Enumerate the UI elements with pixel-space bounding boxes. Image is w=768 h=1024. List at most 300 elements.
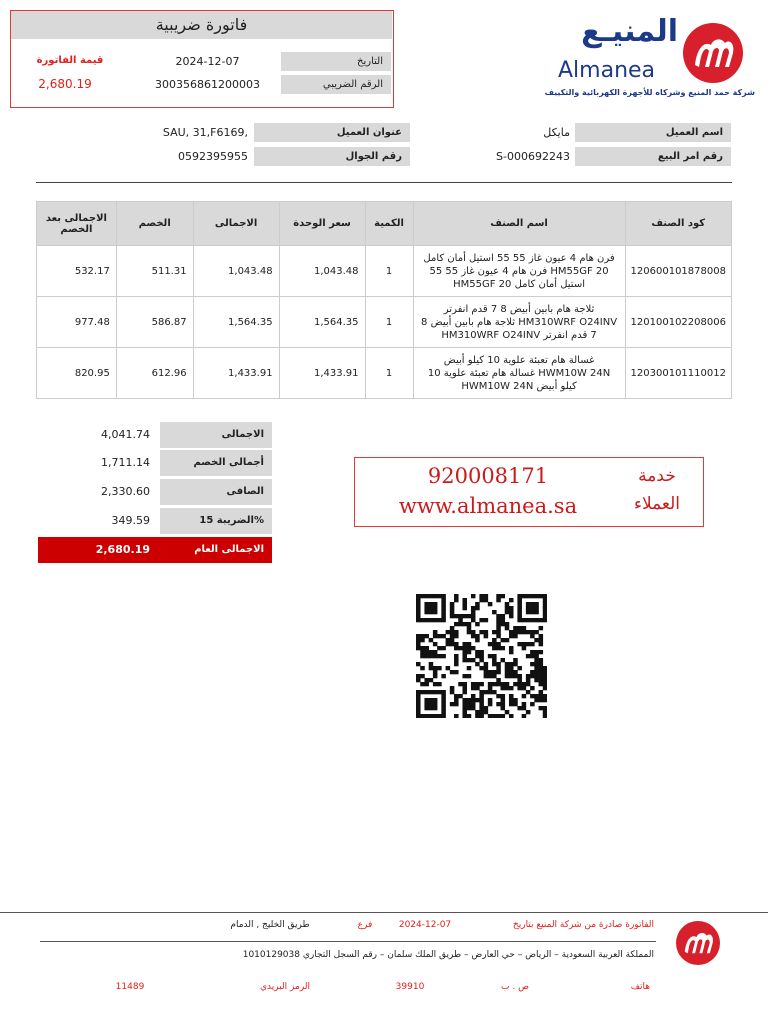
qr-module <box>454 634 459 638</box>
qr-module <box>454 642 459 646</box>
qr-module <box>534 606 539 610</box>
service-phone[interactable]: 920008171 <box>427 464 549 488</box>
qr-module <box>429 606 434 610</box>
qr-module <box>526 606 531 610</box>
qr-module <box>530 594 535 598</box>
qr-module <box>501 638 506 642</box>
customer-address-value: SAU, 31,F6169, <box>162 126 248 139</box>
qr-module <box>416 702 421 706</box>
qr-module <box>467 714 472 718</box>
qr-module <box>433 618 438 622</box>
qr-module <box>462 642 467 646</box>
qr-module <box>509 610 514 614</box>
qr-module <box>441 690 446 694</box>
header-total: الاجمالى <box>193 202 279 246</box>
qr-module <box>534 594 539 598</box>
qr-module <box>454 670 459 674</box>
qr-module <box>475 634 480 638</box>
qr-module <box>517 610 522 614</box>
footer-divider <box>0 912 768 913</box>
qr-module <box>462 602 467 606</box>
qr-module <box>488 690 493 694</box>
qr-module <box>450 626 455 630</box>
vat-label: الضريبة 15% <box>160 508 272 534</box>
qr-module <box>479 594 484 598</box>
qr-module <box>475 682 480 686</box>
qr-module <box>416 646 421 650</box>
qr-module <box>454 622 459 626</box>
qr-module <box>462 714 467 718</box>
qr-module <box>471 646 476 650</box>
qr-module <box>513 702 518 706</box>
qr-module <box>505 606 510 610</box>
qr-module <box>475 650 480 654</box>
qr-module <box>484 706 489 710</box>
qr-module <box>530 642 535 646</box>
qr-module <box>492 662 497 666</box>
cell-total: 1,433.91 <box>193 348 279 399</box>
qr-module <box>509 714 514 718</box>
qr-module <box>424 714 429 718</box>
qr-module <box>501 682 506 686</box>
cell-discount: 586.87 <box>116 297 193 348</box>
qr-module <box>513 630 518 634</box>
qr-module <box>484 710 489 714</box>
qr-module <box>501 658 506 662</box>
qr-module <box>471 634 476 638</box>
qr-module <box>462 710 467 714</box>
section-divider <box>36 182 732 183</box>
qr-module <box>479 598 484 602</box>
qr-module <box>539 674 544 678</box>
qr-module <box>433 674 438 678</box>
qr-module <box>416 674 421 678</box>
qr-module <box>454 594 459 598</box>
qr-module <box>471 606 476 610</box>
qr-module <box>433 670 438 674</box>
qr-module <box>496 694 501 698</box>
totals-row-total <box>38 422 272 448</box>
qr-module <box>420 594 425 598</box>
qr-module <box>517 674 522 678</box>
qr-module <box>437 634 442 638</box>
qr-module <box>420 618 425 622</box>
qr-module <box>420 674 425 678</box>
cell-net: 532.17 <box>37 246 117 297</box>
qr-module <box>526 674 531 678</box>
qr-module <box>454 662 459 666</box>
customer-address-label: عنوان العميل <box>254 123 410 142</box>
qr-module <box>530 694 535 698</box>
qr-module <box>462 706 467 710</box>
qr-module <box>539 642 544 646</box>
qr-module <box>496 642 501 646</box>
qr-module <box>433 698 438 702</box>
qr-module <box>501 614 506 618</box>
qr-module <box>509 650 514 654</box>
qr-module <box>416 642 421 646</box>
qr-module <box>462 606 467 610</box>
qr-module <box>505 666 510 670</box>
qr-module <box>441 706 446 710</box>
qr-module <box>441 594 446 598</box>
qr-module <box>467 626 472 630</box>
qr-module <box>513 634 518 638</box>
qr-module <box>454 654 459 658</box>
qr-module <box>501 694 506 698</box>
qr-module <box>484 618 489 622</box>
qr-module <box>534 638 539 642</box>
qr-module <box>543 710 547 714</box>
cell-unit-price: 1,564.35 <box>279 297 365 348</box>
qr-module <box>475 638 480 642</box>
qr-module <box>509 662 514 666</box>
qr-module <box>539 650 544 654</box>
qr-module <box>539 638 544 642</box>
logo-subtitle: شركة حمد المنيع وشركاه للأجهزة الكهربائية والتكييف <box>544 88 755 97</box>
qr-module <box>513 662 518 666</box>
qr-module <box>467 650 472 654</box>
qr-module <box>479 714 484 718</box>
qr-module <box>543 610 547 614</box>
qr-module <box>513 674 518 678</box>
qr-module <box>416 694 421 698</box>
qr-module <box>424 646 429 650</box>
qr-module <box>420 634 425 638</box>
qr-module <box>433 702 438 706</box>
qr-module <box>492 682 497 686</box>
qr-module <box>496 618 501 622</box>
footer-logo-icon <box>676 921 720 965</box>
invoice-amount-label: قيمة الفاتورة <box>36 55 104 66</box>
qr-module <box>467 706 472 710</box>
qr-module <box>522 682 527 686</box>
net-label: الصافى <box>160 479 272 505</box>
qr-module <box>416 706 421 710</box>
qr-module <box>471 630 476 634</box>
qr-module <box>488 682 493 686</box>
qr-module <box>441 618 446 622</box>
qr-module <box>429 666 434 670</box>
qr-module <box>467 702 472 706</box>
qr-module <box>539 618 544 622</box>
mobile-label: رقم الجوال <box>254 147 410 166</box>
qr-module <box>505 622 510 626</box>
qr-module <box>462 658 467 662</box>
qr-module <box>450 606 455 610</box>
qr-module <box>433 602 438 606</box>
qr-module <box>458 618 463 622</box>
qr-module <box>505 682 510 686</box>
qr-module <box>416 638 421 642</box>
qr-module <box>479 694 484 698</box>
invoice-title: فاتورة ضريبية <box>11 11 392 39</box>
qr-module <box>429 650 434 654</box>
qr-module <box>433 714 438 718</box>
cell-item-name: ثلاجة هام بابين أبيض 8 7 قدم انفرتر HM310WRF O24INV ثلاجة هام بابين أبيض 8 7 قدم انفرتر HM310WRF O24INV <box>413 297 625 348</box>
cell-total: 1,043.48 <box>193 246 279 297</box>
qr-module <box>484 594 489 598</box>
qr-module <box>526 682 531 686</box>
header-qty: الكمية <box>365 202 413 246</box>
logo-arabic-name: المنيـع <box>581 14 678 49</box>
qr-module <box>433 654 438 658</box>
qr-module <box>522 686 527 690</box>
qr-module <box>492 642 497 646</box>
qr-module <box>441 602 446 606</box>
qr-module <box>475 606 480 610</box>
qr-module <box>429 662 434 666</box>
qr-module <box>522 618 527 622</box>
qr-module <box>543 698 547 702</box>
qr-module <box>479 618 484 622</box>
qr-module <box>446 630 451 634</box>
qr-module <box>424 706 429 710</box>
header-item-code: كود الصنف <box>625 202 732 246</box>
qr-module <box>441 614 446 618</box>
qr-module <box>458 682 463 686</box>
qr-module <box>496 702 501 706</box>
qr-module <box>467 666 472 670</box>
qr-module <box>517 594 522 598</box>
header-discount: الخصم <box>116 202 193 246</box>
qr-module <box>543 678 547 682</box>
qr-module <box>534 666 539 670</box>
qr-module <box>517 666 522 670</box>
qr-module <box>517 602 522 606</box>
cell-net: 977.48 <box>37 297 117 348</box>
qr-module <box>517 678 522 682</box>
qr-module <box>492 690 497 694</box>
qr-module <box>484 598 489 602</box>
qr-module <box>534 670 539 674</box>
qr-module <box>462 702 467 706</box>
qr-module <box>433 650 438 654</box>
qr-module <box>475 602 480 606</box>
qr-module <box>471 698 476 702</box>
grand-total-label: الاجمالى العام <box>160 537 272 563</box>
qr-module <box>450 602 455 606</box>
qr-module <box>496 678 501 682</box>
qr-module <box>526 690 531 694</box>
qr-module <box>526 594 531 598</box>
qr-module <box>534 654 539 658</box>
qr-module <box>429 594 434 598</box>
cell-qty: 1 <box>365 297 413 348</box>
qr-module <box>534 678 539 682</box>
qr-module <box>424 594 429 598</box>
grand-total-value: 2,680.19 <box>95 543 150 556</box>
qr-module <box>539 690 544 694</box>
qr-module <box>441 598 446 602</box>
qr-module <box>429 602 434 606</box>
qr-module <box>534 698 539 702</box>
qr-module <box>462 650 467 654</box>
qr-module <box>462 654 467 658</box>
qr-module <box>479 658 484 662</box>
qr-module <box>509 698 514 702</box>
table-row <box>37 297 732 348</box>
vat-value: 349.59 <box>111 514 150 527</box>
qr-module <box>471 594 476 598</box>
cell-item-code: 120600101878008 <box>625 246 732 297</box>
qr-module <box>496 714 501 718</box>
qr-module <box>543 706 547 710</box>
qr-module <box>450 630 455 634</box>
qr-module <box>530 670 535 674</box>
cell-discount: 511.31 <box>116 246 193 297</box>
qr-module <box>496 594 501 598</box>
qr-module <box>433 642 438 646</box>
qr-module <box>522 642 527 646</box>
qr-module <box>513 682 518 686</box>
qr-module <box>416 614 421 618</box>
qr-module <box>479 654 484 658</box>
qr-module <box>420 650 425 654</box>
qr-module <box>505 710 510 714</box>
qr-module <box>496 614 501 618</box>
qr-module <box>437 594 442 598</box>
date-value: 2024-12-07 <box>175 55 240 68</box>
qr-module <box>496 682 501 686</box>
qr-module <box>488 642 493 646</box>
qr-module <box>517 630 522 634</box>
net-value: 2,330.60 <box>101 485 150 498</box>
qr-module <box>471 658 476 662</box>
qr-module <box>501 698 506 702</box>
discount-total-value: 1,711.14 <box>101 456 150 469</box>
qr-module <box>534 630 539 634</box>
footer-divider-inner <box>40 941 656 942</box>
cell-total: 1,564.35 <box>193 297 279 348</box>
footer-postal-label: الرمز البريدي <box>259 982 311 992</box>
qr-module <box>501 706 506 710</box>
qr-module <box>420 690 425 694</box>
footer-postal-value: 11489 <box>115 982 145 992</box>
qr-module <box>501 686 506 690</box>
qr-module <box>454 646 459 650</box>
qr-module <box>539 682 544 686</box>
qr-module <box>522 630 527 634</box>
qr-module <box>437 646 442 650</box>
qr-module <box>462 698 467 702</box>
qr-module <box>475 654 480 658</box>
sales-order-value: S-000692243 <box>496 150 570 163</box>
qr-module <box>539 594 544 598</box>
qr-module <box>543 618 547 622</box>
qr-module <box>424 678 429 682</box>
qr-module <box>420 682 425 686</box>
service-website[interactable]: www.almanea.sa <box>398 494 578 518</box>
qr-module <box>505 662 510 666</box>
qr-module <box>429 702 434 706</box>
qr-module <box>424 634 429 638</box>
qr-module <box>492 630 497 634</box>
qr-module <box>467 674 472 678</box>
qr-module <box>471 706 476 710</box>
totals-row-vat <box>38 508 272 534</box>
qr-module <box>513 670 518 674</box>
qr-module <box>501 618 506 622</box>
qr-module <box>454 698 459 702</box>
qr-module <box>543 666 547 670</box>
cell-qty: 1 <box>365 246 413 297</box>
qr-module <box>509 674 514 678</box>
sales-order-label: رقم امر البيع <box>575 147 731 166</box>
footer-issued-date: 2024-12-07 <box>398 920 452 930</box>
footer-branch-label: فرع <box>357 920 373 930</box>
qr-module <box>475 662 480 666</box>
qr-module <box>530 610 535 614</box>
qr-module <box>526 610 531 614</box>
qr-module <box>454 714 459 718</box>
qr-module <box>522 646 527 650</box>
qr-module <box>416 634 421 638</box>
qr-module <box>505 626 510 630</box>
qr-module <box>526 602 531 606</box>
qr-module <box>458 694 463 698</box>
qr-module <box>462 622 467 626</box>
qr-module <box>429 678 434 682</box>
cell-unit-price: 1,433.91 <box>279 348 365 399</box>
qr-module <box>484 690 489 694</box>
qr-module <box>484 674 489 678</box>
qr-module <box>471 686 476 690</box>
qr-module <box>479 666 484 670</box>
qr-module <box>441 610 446 614</box>
qr-module <box>492 670 497 674</box>
qr-module <box>424 606 429 610</box>
qr-module <box>543 674 547 678</box>
qr-module <box>416 610 421 614</box>
qr-module <box>454 658 459 662</box>
qr-module <box>484 662 489 666</box>
qr-module <box>530 634 535 638</box>
qr-module <box>441 710 446 714</box>
qr-module <box>492 638 497 642</box>
qr-module <box>496 666 501 670</box>
qr-module <box>450 642 455 646</box>
qr-module <box>424 610 429 614</box>
qr-module <box>543 686 547 690</box>
qr-module <box>534 674 539 678</box>
qr-module <box>471 618 476 622</box>
qr-module <box>462 690 467 694</box>
qr-module <box>539 670 544 674</box>
qr-module <box>467 646 472 650</box>
table-row <box>37 348 732 399</box>
qr-module <box>475 714 480 718</box>
qr-module <box>458 622 463 626</box>
almanea-logo-icon <box>683 23 743 83</box>
qr-module <box>539 634 544 638</box>
tax-number-label: الرقم الضريبي <box>281 75 391 94</box>
qr-module <box>496 646 501 650</box>
customer-name-label: اسم العميل <box>575 123 731 142</box>
qr-module <box>433 594 438 598</box>
qr-module <box>429 638 434 642</box>
qr-module <box>543 694 547 698</box>
qr-module <box>509 630 514 634</box>
qr-module <box>513 698 518 702</box>
qr-module <box>534 658 539 662</box>
qr-module <box>433 690 438 694</box>
qr-module <box>433 610 438 614</box>
qr-module <box>509 666 514 670</box>
qr-module <box>513 658 518 662</box>
qr-module <box>416 710 421 714</box>
qr-module <box>530 654 535 658</box>
